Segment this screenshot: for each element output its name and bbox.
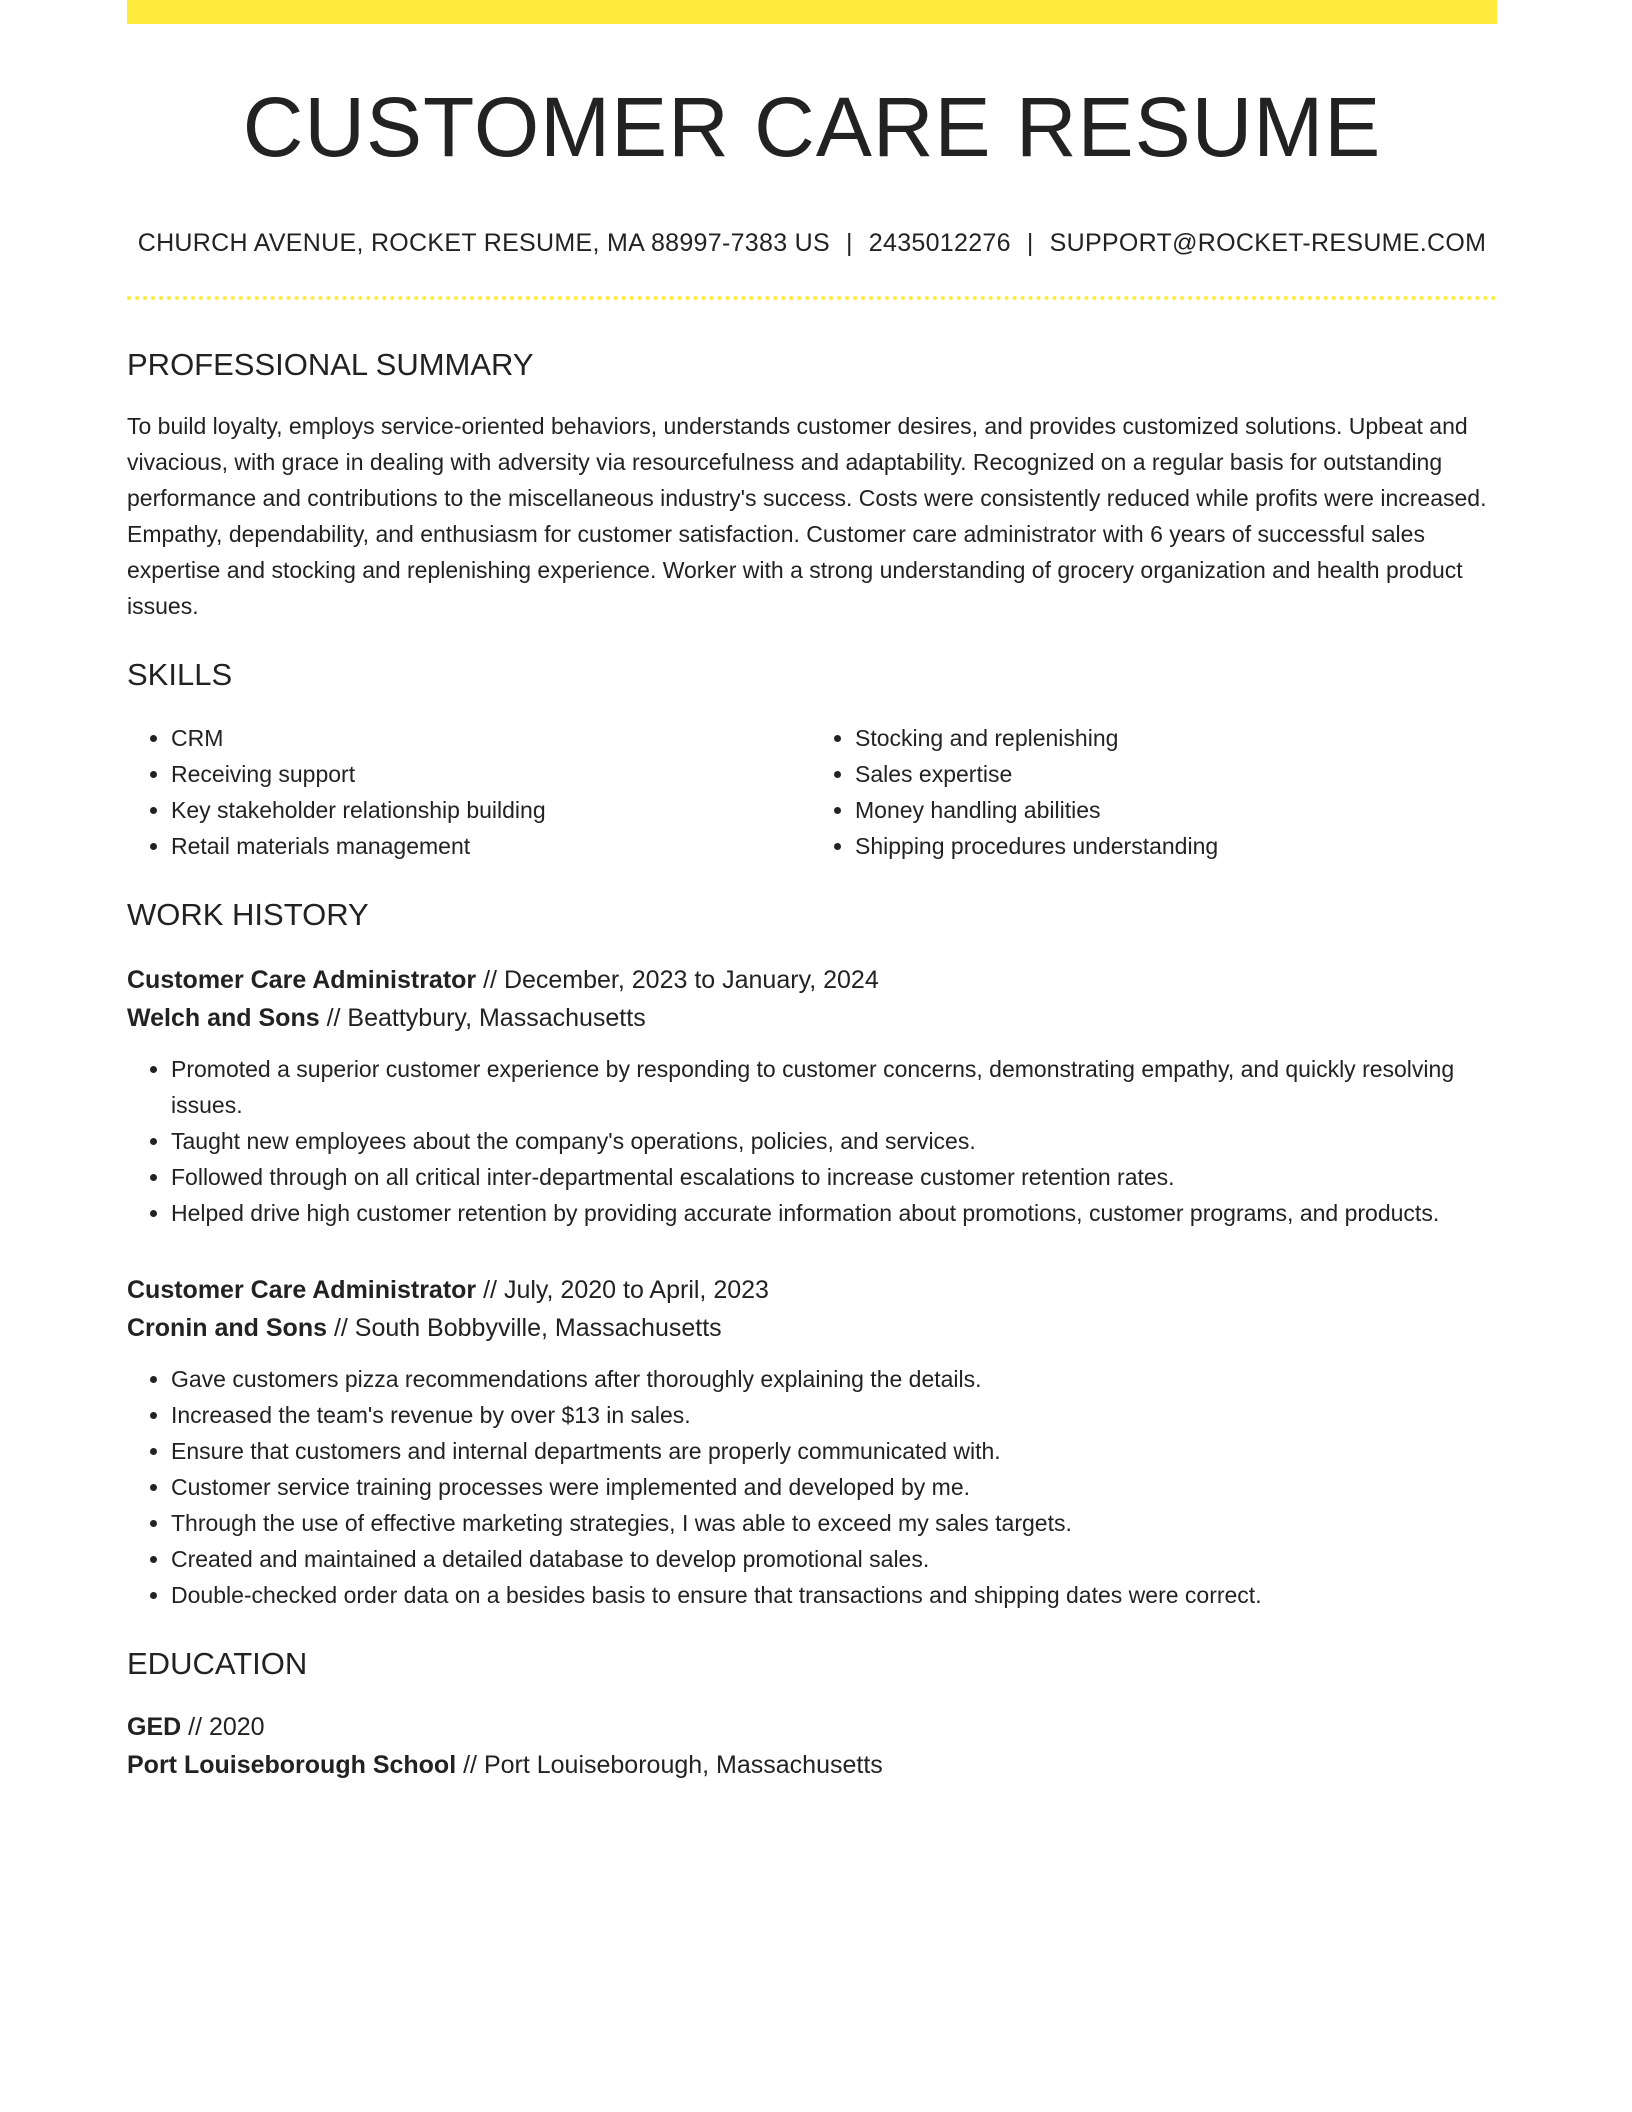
job-location: // South Bobbyville, Massachusetts bbox=[327, 1314, 722, 1343]
skill-item: • Receiving support bbox=[171, 756, 811, 792]
skill-item: • Sales expertise bbox=[855, 756, 1495, 792]
job-bullet: • Helped drive high customer retention by providing accurate information about promotions, customer programs, and products. bbox=[171, 1195, 1497, 1231]
job-bullet: • Gave customers pizza recommendations after thoroughly explaining the details. bbox=[171, 1361, 1497, 1397]
job-entry bbox=[127, 961, 1497, 1231]
skill-item: • Stocking and replenishing bbox=[855, 720, 1495, 756]
education-location: // Port Louiseborough, Massachusetts bbox=[456, 1751, 883, 1780]
contact-email: SUPPORT@ROCKET-RESUME.COM bbox=[1049, 228, 1487, 257]
job-dates: // July, 2020 to April, 2023 bbox=[476, 1276, 769, 1305]
job-bullet: • Promoted a superior customer experience by responding to customer concerns, demonstrating empathy, and quickly resolving issues. bbox=[171, 1051, 1497, 1123]
top-accent-bar bbox=[127, 0, 1497, 24]
section-title-summary: PROFESSIONAL SUMMARY bbox=[127, 346, 534, 382]
job-bullets bbox=[127, 1051, 1497, 1231]
education-degree-line bbox=[127, 1708, 1497, 1746]
job-company: Cronin and Sons bbox=[127, 1314, 327, 1343]
dotted-divider bbox=[127, 296, 1497, 300]
job-bullet: • Customer service training processes were implemented and developed by me. bbox=[171, 1469, 1497, 1505]
skills-list bbox=[127, 720, 1497, 864]
section-title-skills: SKILLS bbox=[127, 656, 233, 692]
skill-item: • CRM bbox=[171, 720, 811, 756]
contact-separator: | bbox=[1026, 228, 1034, 257]
job-entry bbox=[127, 1271, 1497, 1613]
section-title-education: EDUCATION bbox=[127, 1646, 308, 1682]
skill-item: • Retail materials management bbox=[171, 828, 811, 864]
job-role-line bbox=[127, 1271, 1497, 1309]
resume-page bbox=[127, 0, 1497, 1784]
skill-item: • Shipping procedures understanding bbox=[855, 828, 1495, 864]
job-bullet: • Ensure that customers and internal departments are properly communicated with. bbox=[171, 1433, 1497, 1469]
job-bullets bbox=[127, 1361, 1497, 1613]
education-school-line bbox=[127, 1746, 1497, 1784]
contact-address: CHURCH AVENUE, ROCKET RESUME, MA 88997-7383 US bbox=[137, 228, 830, 257]
skill-item: • Key stakeholder relationship building bbox=[171, 792, 811, 828]
education-year: // 2020 bbox=[181, 1713, 265, 1742]
job-company-line bbox=[127, 999, 1497, 1037]
job-bullet: • Taught new employees about the company's operations, policies, and services. bbox=[171, 1123, 1497, 1159]
skill-item: • Money handling abilities bbox=[855, 792, 1495, 828]
section-title-work-history: WORK HISTORY bbox=[127, 896, 369, 932]
job-role-line bbox=[127, 961, 1497, 999]
skills-column-left bbox=[127, 720, 811, 864]
job-role: Customer Care Administrator bbox=[127, 1276, 477, 1305]
job-dates: // December, 2023 to January, 2024 bbox=[476, 966, 879, 995]
job-bullet: • Followed through on all critical inter-departmental escalations to increase customer retention rates. bbox=[171, 1159, 1497, 1195]
skills-column-right bbox=[811, 720, 1495, 864]
job-company-line bbox=[127, 1309, 1497, 1347]
job-bullet: • Double-checked order data on a besides basis to ensure that transactions and shipping dates were correct. bbox=[171, 1577, 1497, 1613]
job-company: Welch and Sons bbox=[127, 1004, 320, 1033]
job-bullet: • Created and maintained a detailed database to develop promotional sales. bbox=[171, 1541, 1497, 1577]
education-degree: GED bbox=[127, 1713, 182, 1742]
job-bullet: • Through the use of effective marketing strategies, I was able to exceed my sales targets. bbox=[171, 1505, 1497, 1541]
contact-separator: | bbox=[845, 228, 853, 257]
summary-text: To build loyalty, employs service-oriented behaviors, understands customer desires, and provides customized solutions. Upbeat and vivacious, with grace in dealing with adversity via resourcefulness and adaptability. Recognized on a regular basis for outstanding performance and contributions to the miscellaneous industry's success. Costs were consistently reduced while profits were increased. Empathy, dependability, and enthusiasm for customer satisfaction. Customer care administrator with 6 years of successful sales expertise and stocking and replenishing experience. Worker with a strong understanding of grocery organization and health product issues. bbox=[127, 412, 1487, 619]
job-location: // Beattybury, Massachusetts bbox=[319, 1004, 646, 1033]
education-school: Port Louiseborough School bbox=[127, 1751, 457, 1780]
resume-title: CUSTOMER CARE RESUME bbox=[242, 80, 1382, 174]
contact-line bbox=[127, 228, 1497, 258]
job-bullet: • Increased the team's revenue by over $13 in sales. bbox=[171, 1397, 1497, 1433]
job-role: Customer Care Administrator bbox=[127, 966, 477, 995]
contact-phone: 2435012276 bbox=[868, 228, 1011, 257]
